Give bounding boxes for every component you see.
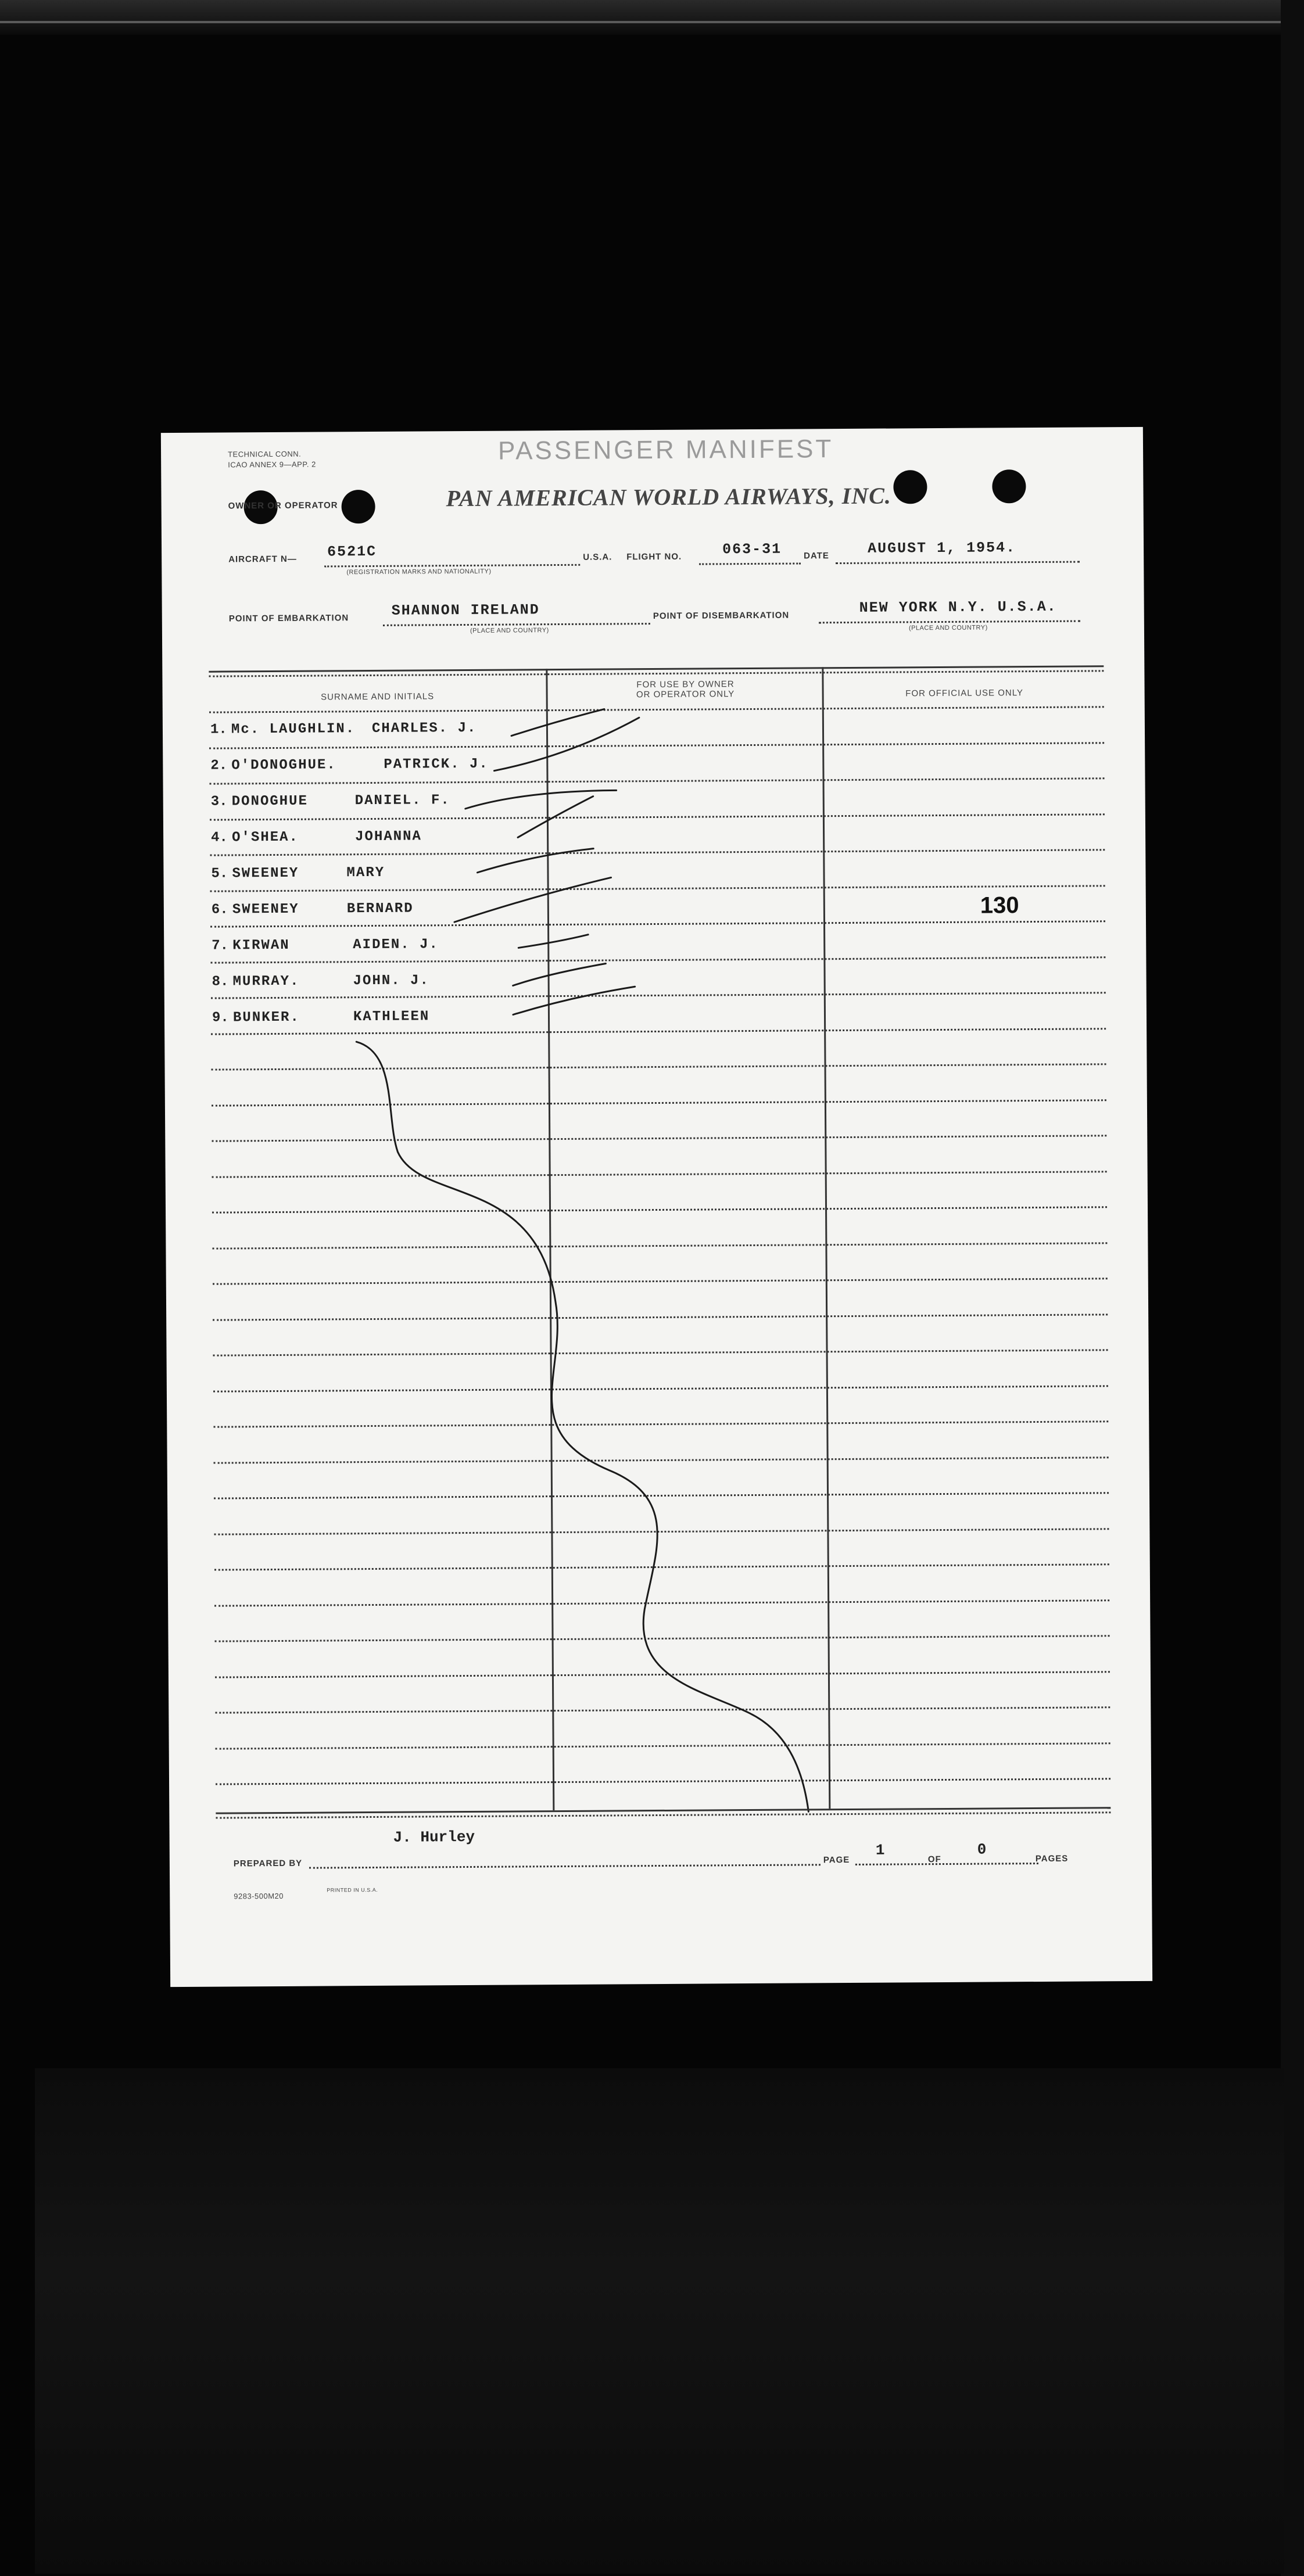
passenger-initials: CHARLES. J. xyxy=(371,720,477,737)
disembarkation-value: NEW YORK N.Y. U.S.A. xyxy=(859,598,1057,616)
embarkation-label: POINT OF EMBARKATION xyxy=(228,613,349,624)
tick-mark-4 xyxy=(518,797,593,838)
passenger-surname: KIRWAN xyxy=(232,937,290,954)
row-number: 4. xyxy=(211,830,228,846)
official-use-number: 130 xyxy=(980,892,1019,919)
page-label: PAGE xyxy=(823,1854,850,1865)
row-number: 5. xyxy=(211,866,228,882)
passenger-initials: JOHANNA xyxy=(355,828,422,845)
handwritten-marks xyxy=(161,427,1152,1987)
col-header-owner-1: FOR USE BY OWNER xyxy=(636,679,735,690)
tick-mark-1 xyxy=(511,709,604,736)
tick-mark-5 xyxy=(477,849,593,873)
stamp-line-2: ICAO ANNEX 9—APP. 2 xyxy=(228,460,316,469)
aircraft-number: 6521C xyxy=(327,543,377,561)
embarkation-value: SHANNON IRELAND xyxy=(391,601,540,619)
film-edge-line xyxy=(0,21,1304,23)
cancel-line xyxy=(356,1039,808,1814)
form-code: 9283-500M20 xyxy=(234,1891,284,1901)
disembarkation-sublabel: (PLACE AND COUNTRY) xyxy=(908,624,988,632)
tick-mark-7 xyxy=(518,935,588,948)
passenger-surname: SWEENEY xyxy=(232,865,299,882)
tick-mark-2 xyxy=(494,717,640,771)
row-number: 3. xyxy=(210,794,228,810)
passenger-surname: Mc. LAUGHLIN. xyxy=(231,721,356,738)
passenger-initials: AIDEN. J. xyxy=(353,937,439,953)
passenger-initials: BERNARD xyxy=(346,900,414,917)
passenger-initials: DANIEL. F. xyxy=(354,792,450,809)
row-number: 8. xyxy=(212,974,229,990)
flight-number: 063-31 xyxy=(722,540,782,558)
passenger-surname: DONOGHUE xyxy=(231,793,309,810)
col-header-owner-2: OR OPERATOR ONLY xyxy=(636,689,735,700)
company-name: PAN AMERICAN WORLD AIRWAYS, INC. xyxy=(446,482,891,512)
stamp-line-1: TECHNICAL CONN. xyxy=(228,449,302,459)
passenger-surname: O'DONOGHUE. xyxy=(231,757,336,774)
passenger-initials: PATRICK. J. xyxy=(384,756,489,773)
film-lower-band xyxy=(35,2068,1284,2574)
row-number: 6. xyxy=(211,902,228,918)
total-pages: 0 xyxy=(977,1840,987,1859)
manifest-sheet xyxy=(161,427,1152,1987)
row-number: 9. xyxy=(212,1010,229,1026)
film-edge-right xyxy=(1281,0,1304,2576)
col-header-surname: SURNAME AND INITIALS xyxy=(321,691,435,702)
passenger-initials: MARY xyxy=(346,864,385,881)
col-header-official: FOR OFFICIAL USE ONLY xyxy=(905,688,1024,699)
passenger-surname: BUNKER. xyxy=(232,1009,300,1026)
printer-mark: PRINTED IN U.S.A. xyxy=(327,1886,378,1893)
row-number: 2. xyxy=(210,758,228,774)
aircraft-sublabel: (REGISTRATION MARKS AND NATIONALITY) xyxy=(346,568,492,576)
embarkation-sublabel: (PLACE AND COUNTRY) xyxy=(470,627,549,634)
passenger-initials: KATHLEEN xyxy=(353,1009,430,1025)
row-number: 7. xyxy=(212,938,229,954)
passenger-surname: O'SHEA. xyxy=(232,829,299,846)
film-strip-top xyxy=(0,0,1304,35)
flight-date: AUGUST 1, 1954. xyxy=(867,539,1016,557)
passenger-initials: JOHN. J. xyxy=(353,973,429,989)
pages-label: PAGES xyxy=(1035,1853,1069,1864)
tick-mark-9 xyxy=(513,986,635,1014)
aircraft-country: U.S.A. xyxy=(583,552,612,562)
aircraft-label: AIRCRAFT N— xyxy=(228,554,297,565)
disembarkation-label: POINT OF DISEMBARKATION xyxy=(653,610,790,622)
tick-mark-8 xyxy=(513,964,606,986)
form-title: PASSENGER MANIFEST xyxy=(497,435,834,465)
prepared-by-label: PREPARED BY xyxy=(233,1858,303,1869)
passenger-surname: SWEENEY xyxy=(232,901,299,918)
row-number: 1. xyxy=(210,722,227,738)
owner-label: OWNER OR OPERATOR xyxy=(228,500,338,511)
page-number: 1 xyxy=(875,1841,885,1859)
tick-mark-3 xyxy=(465,790,617,809)
flight-label: FLIGHT NO. xyxy=(626,551,682,562)
of-label: OF xyxy=(927,1854,941,1865)
date-label: DATE xyxy=(804,551,829,561)
passenger-surname: MURRAY. xyxy=(232,973,300,990)
tick-mark-6 xyxy=(454,877,611,922)
prepared-by-value: J. Hurley xyxy=(393,1828,475,1846)
